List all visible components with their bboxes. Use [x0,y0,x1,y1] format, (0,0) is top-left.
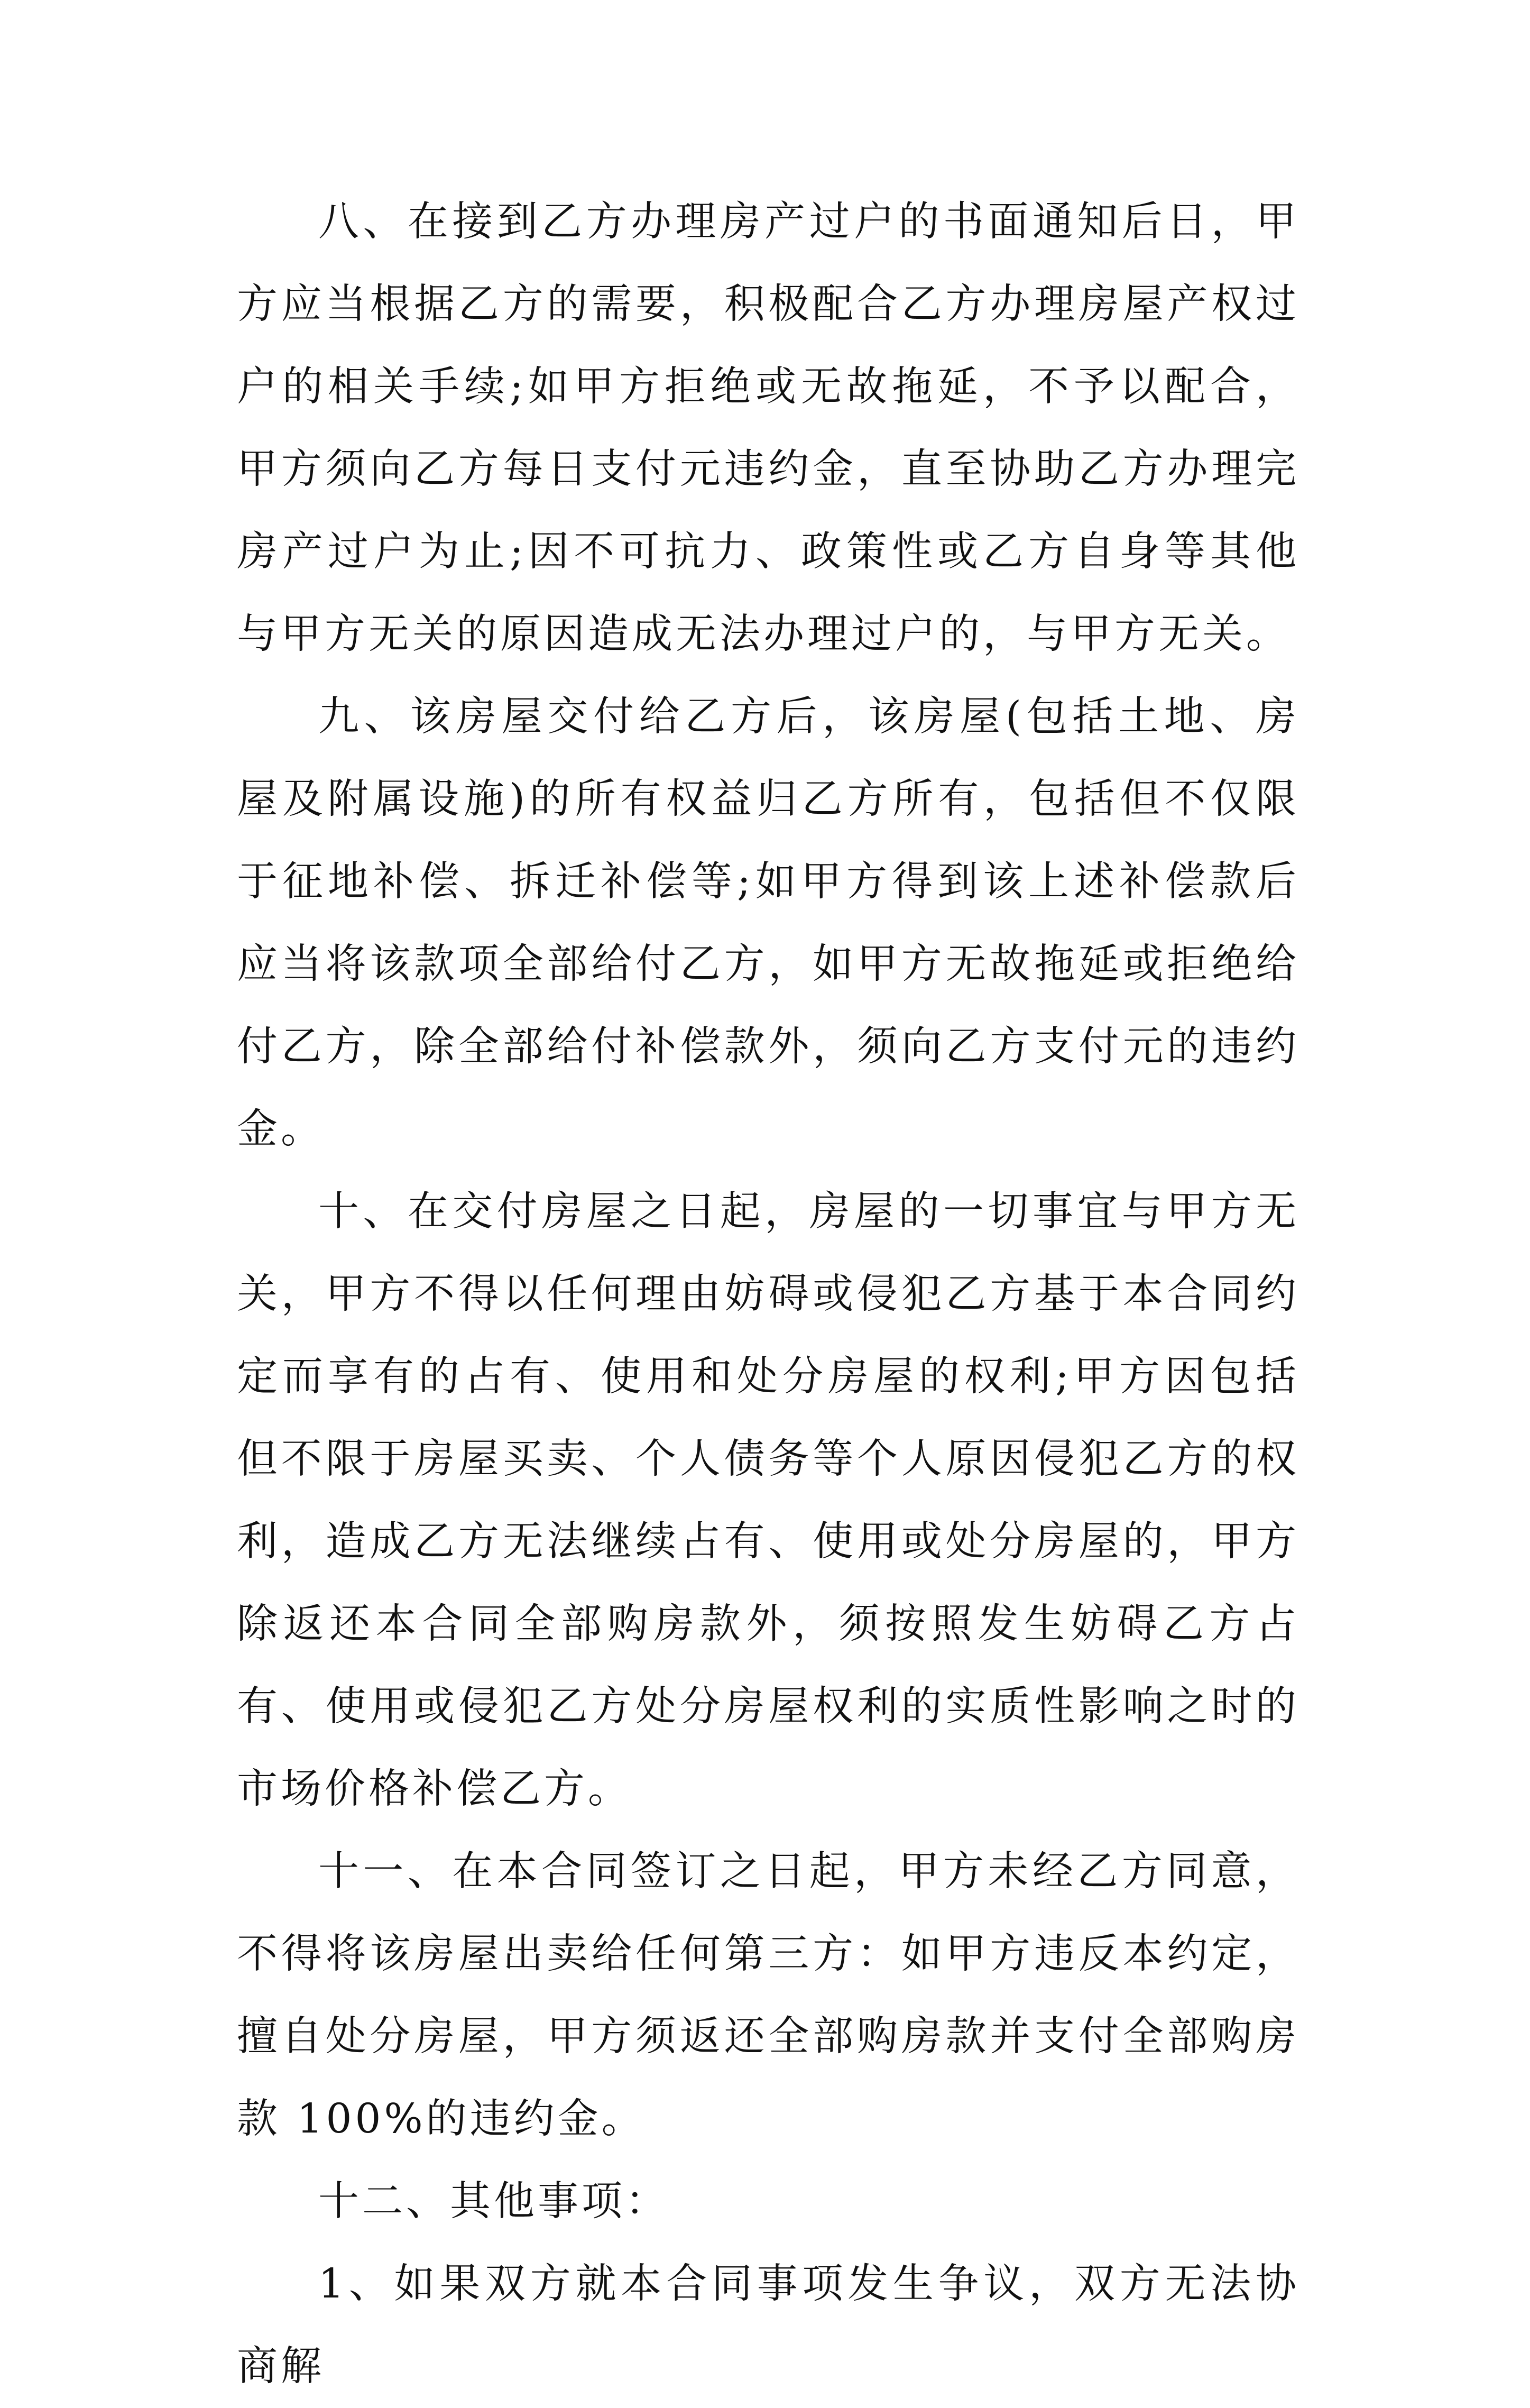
paragraph-clause-12-item-1: 1、如果双方就本合同事项发生争议，双方无法协商解 [237,2260,1299,2390]
paragraph-clause-10: 十、在交付房屋之日起，房屋的一切事宜与甲方无关，甲方不得以任何理由妨碍或侵犯乙方基于本合同约定而享有的占有、使用和处分房屋的权利;甲方因包括但不限于房屋买卖、个人债务等个人原因侵犯乙方的权利，造成乙方无法继续占有、使用或处分房屋的，甲方除返还本合同全部购房款外，须按照发生妨碍乙方占有、使用或侵犯乙方处分房屋权利的实质性影响之时的市场价格补偿乙方。 [237,1188,1299,1813]
paragraph-clause-8: 八、在接到乙方办理房产过户的书面通知后日，甲方应当根据乙方的需要，积极配合乙方办理房屋产权过户的相关手续;如甲方拒绝或无故拖延，不予以配合，甲方须向乙方每日支付元违约金，直至协助乙方办理完房产过户为止;因不可抗力、政策性或乙方自身等其他与甲方无关的原因造成无法办理过户的，与甲方无关。 [237,198,1299,658]
paragraph-clause-9: 九、该房屋交付给乙方后，该房屋(包括土地、房屋及附属设施)的所有权益归乙方所有，包括但不仅限于征地补偿、拆迁补偿等;如甲方得到该上述补偿款后应当将该款项全部给付乙方，如甲方无故拖延或拒绝给付乙方，除全部给付补偿款外，须向乙方支付元的违约金。 [237,693,1299,1153]
document-body [237,181,1299,2408]
paragraph-clause-12-heading: 十二、其他事项： [318,2178,669,2225]
paragraph-clause-11: 十一、在本合同签订之日起，甲方未经乙方同意，不得将该房屋出卖给任何第三方：如甲方违反本约定，擅自处分房屋，甲方须返还全部购房款并支付全部购房款 100%的违约金。 [237,1848,1299,2143]
